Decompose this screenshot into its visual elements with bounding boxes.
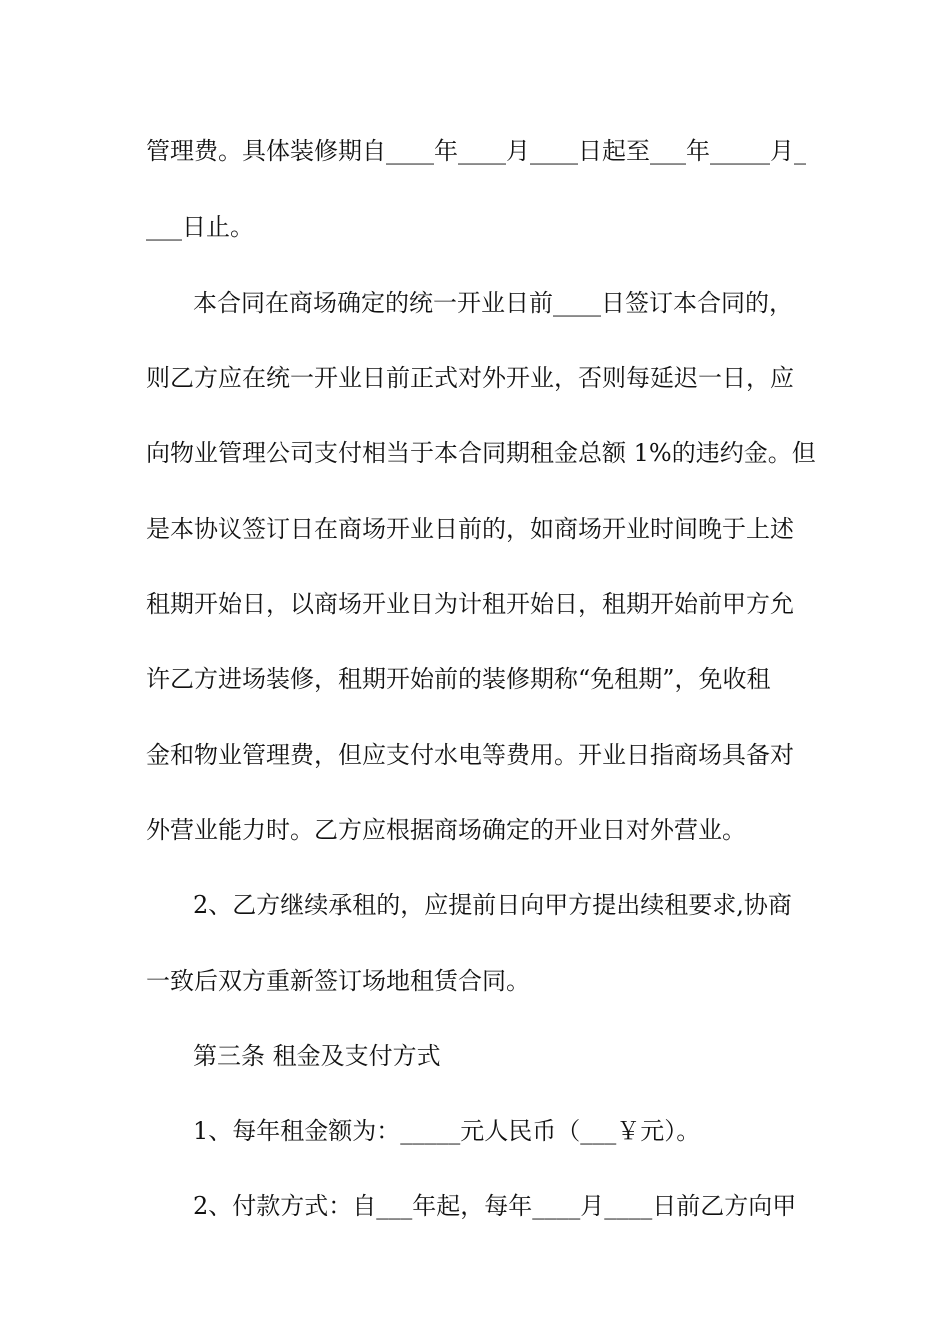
paragraph-line: 向物业管理公司支付相当于本合同期租金总额 1%的违约金。但 xyxy=(146,439,816,467)
paragraph-line: 2、乙方继续承租的，应提前日向甲方提出续租要求,协商 xyxy=(193,891,792,919)
paragraph-line: 2、付款方式：自___年起，每年____月____日前乙方向甲 xyxy=(193,1192,797,1220)
paragraph-line: 许乙方进场装修，租期开始前的装修期称“免租期”，免收租 xyxy=(146,665,771,693)
paragraph-line: 一致后双方重新签订场地租赁合同。 xyxy=(146,967,530,995)
paragraph-line: ___日止。 xyxy=(146,213,254,241)
section-heading: 第三条 租金及支付方式 xyxy=(193,1042,441,1070)
paragraph-line: 租期开始日，以商场开业日为计租开始日，租期开始前甲方允 xyxy=(146,590,794,618)
paragraph-line: 1、每年租金额为：_____元人民币（___￥元）。 xyxy=(193,1117,701,1145)
paragraph-line: 金和物业管理费，但应支付水电等费用。开业日指商场具备对 xyxy=(146,741,794,769)
paragraph-line: 是本协议签订日在商场开业日前的，如商场开业时间晚于上述 xyxy=(146,515,794,543)
paragraph-line: 则乙方应在统一开业日前正式对外开业，否则每延迟一日，应 xyxy=(146,364,794,392)
paragraph-line: 本合同在商场确定的统一开业日前____日签订本合同的， xyxy=(193,289,793,317)
paragraph-line: 外营业能力时。乙方应根据商场确定的开业日对外营业。 xyxy=(146,816,746,844)
paragraph-line: 管理费。具体装修期自____年____月____日起至___年_____月_ xyxy=(146,137,806,165)
